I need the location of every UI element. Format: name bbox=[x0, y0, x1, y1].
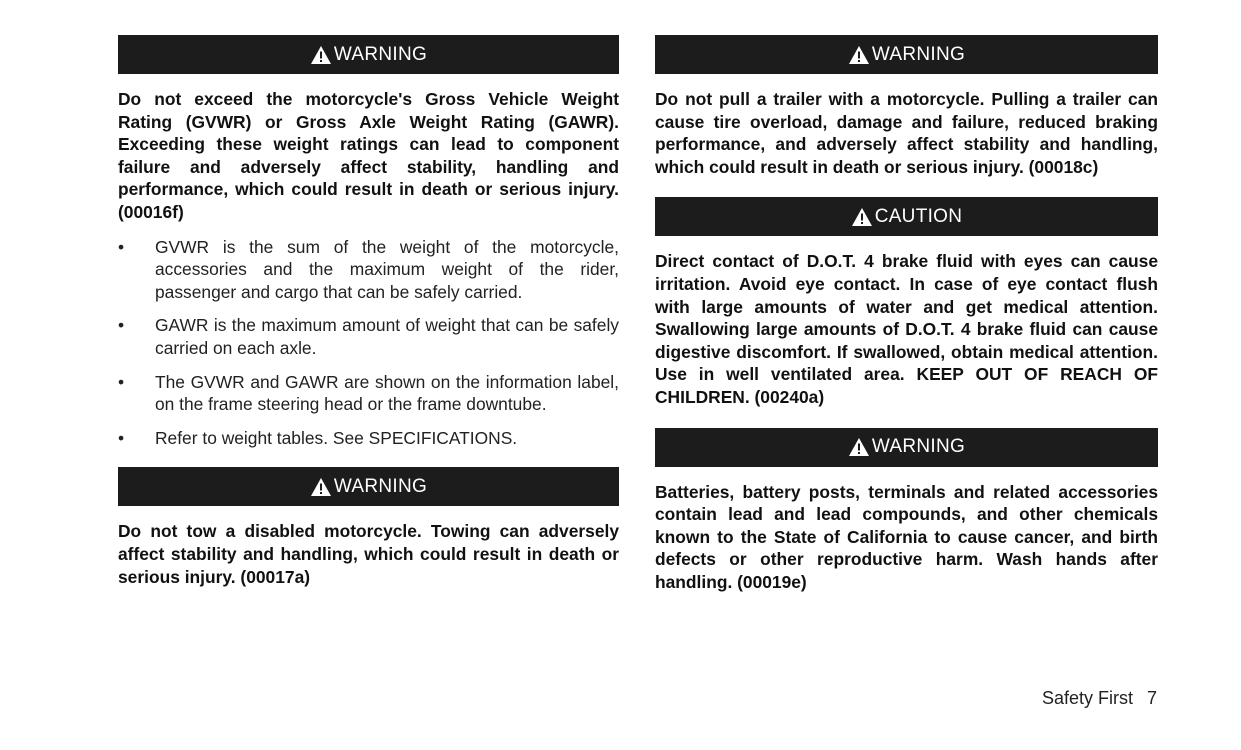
list-item bbox=[118, 427, 619, 450]
warning-triangle-icon bbox=[848, 437, 870, 457]
bullet-list bbox=[118, 236, 619, 450]
banner-label: CAUTION bbox=[874, 205, 963, 227]
footer-section: Safety First bbox=[1041, 688, 1133, 708]
banner-label: WARNING bbox=[871, 436, 966, 458]
bullet-dot: • bbox=[118, 427, 125, 448]
bullet-dot: • bbox=[118, 371, 125, 392]
warning-banner bbox=[118, 467, 619, 506]
list-item-text: GVWR is the sum of the weight of the motorcycle, accessories and the maximum weight of the rider, passenger and cargo that can be safely carried. bbox=[155, 236, 619, 302]
warning-text: Do not tow a disabled motorcycle. Towing can adversely affect stability and handling, which could result in death or serious injury. (00017a) bbox=[118, 521, 619, 587]
caution-text: Direct contact of D.O.T. 4 brake fluid with eyes can cause irritation. Avoid eye contact. In case of eye contact flush with large amounts of water and get medical attention. Swallowing large amounts of D.O.T. 4 brake fluid can cause digestive discomfort. If swallowed, obtain medical attention. Use in well ventilated area. KEEP OUT OF REACH OF CHILDREN. (00240a) bbox=[655, 251, 1158, 407]
warning-triangle-icon bbox=[310, 45, 332, 65]
warning-text: Do not exceed the motorcycle's Gross Vehicle Weight Rating (GVWR) or Gross Axle Weight Rating (GAWR). Exceeding these weight ratings can lead to component failure and adversely affect stability, handling and performance, which could result in death or serious injury. (00016f) bbox=[118, 89, 619, 222]
right-column bbox=[655, 35, 1158, 594]
bullet-dot: • bbox=[118, 236, 125, 257]
list-item bbox=[118, 236, 619, 304]
caution-banner bbox=[655, 197, 1158, 236]
warning-text: Do not pull a trailer with a motorcycle. Pulling a trailer can cause tire overload, damage and failure, reduced braking performance, and adversely affect stability and handling, which could result in death or serious injury. (00018c) bbox=[655, 89, 1158, 177]
warning-banner bbox=[118, 35, 619, 74]
left-column bbox=[118, 35, 619, 588]
warning-triangle-icon bbox=[851, 207, 873, 227]
page-footer bbox=[1042, 688, 1157, 709]
bullet-dot: • bbox=[118, 315, 125, 336]
warning-triangle-icon bbox=[848, 45, 870, 65]
banner-label: WARNING bbox=[333, 43, 428, 65]
list-item bbox=[118, 314, 619, 359]
banner-label: WARNING bbox=[871, 43, 966, 65]
list-item-text: The GVWR and GAWR are shown on the information label, on the frame steering head or the frame downtube. bbox=[155, 371, 619, 415]
page-number: 7 bbox=[1146, 688, 1157, 708]
warning-banner bbox=[655, 428, 1158, 467]
warning-triangle-icon bbox=[310, 477, 332, 497]
banner-label: WARNING bbox=[333, 475, 428, 497]
warning-text: Batteries, battery posts, terminals and related accessories contain lead and lead compounds, and other chemicals known to the State of California to cause cancer, and birth defects or other reproductive harm. Wash hands after handling. (00019e) bbox=[655, 481, 1158, 592]
list-item-text: GAWR is the maximum amount of weight that can be safely carried on each axle. bbox=[155, 315, 619, 358]
list-item bbox=[118, 371, 619, 416]
warning-banner bbox=[655, 35, 1158, 74]
list-item-text: Refer to weight tables. See SPECIFICATIONS. bbox=[155, 427, 518, 448]
